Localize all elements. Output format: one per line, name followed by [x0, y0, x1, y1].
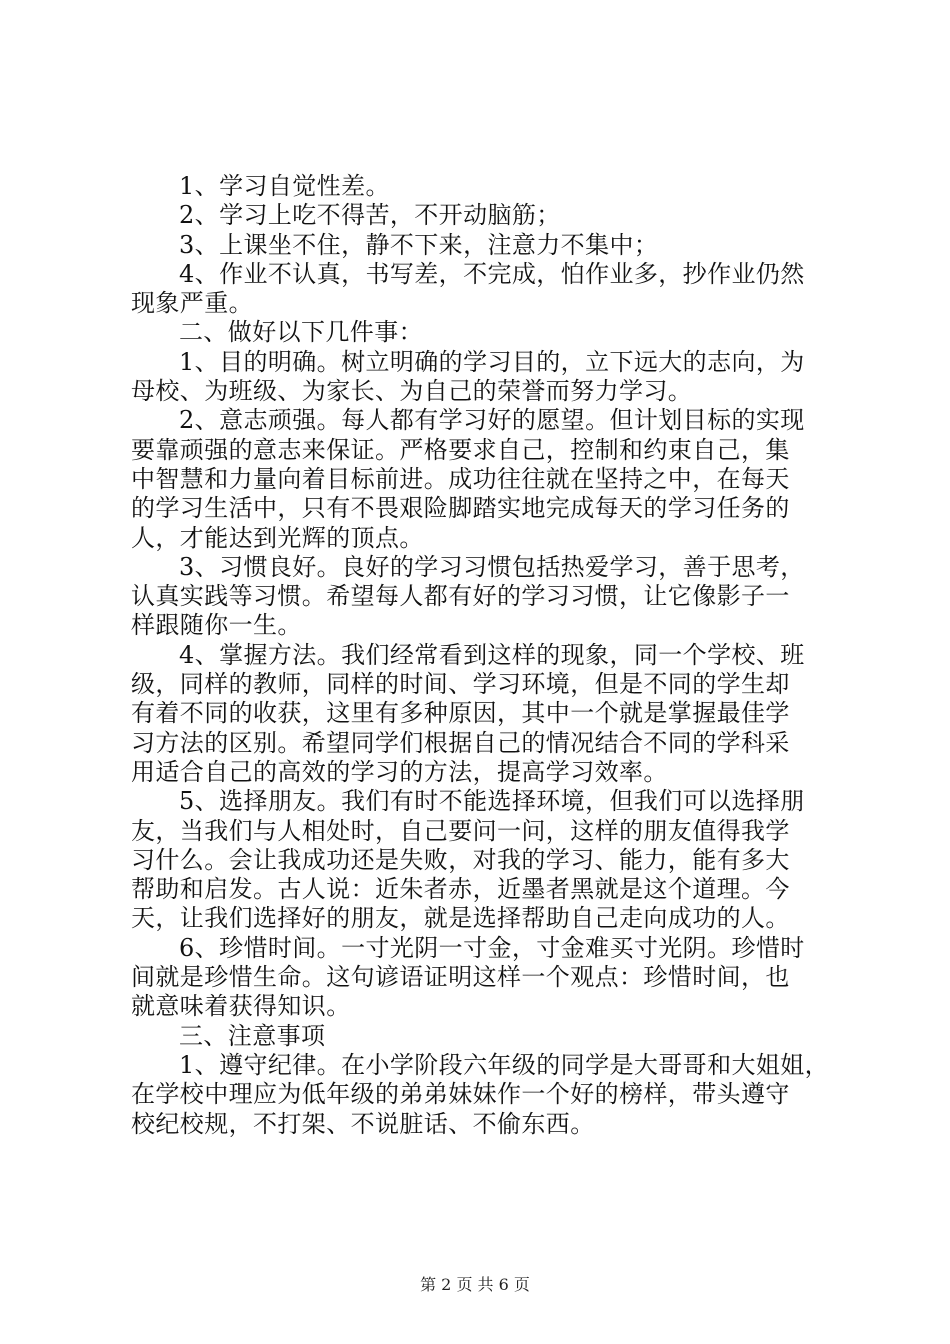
text-line: 4、作业不认真，书写差，不完成，怕作业多，抄作业仍然	[179, 259, 805, 288]
text-line: 6、珍惜时间。一寸光阴一寸金，寸金难买寸光阴。珍惜时	[179, 933, 805, 962]
text-line: 习什么。会让我成功还是失败，对我的学习、能力，能有多大	[131, 845, 790, 874]
document-body	[131, 172, 831, 1139]
text-line: 校纪校规，不打架、不说脏话、不偷东西。	[131, 1109, 595, 1138]
text-line: 级，同样的教师，同样的时间、学习环境，但是不同的学生却	[131, 670, 790, 699]
text-line: 用适合自己的高效的学习的方法，提高学习效率。	[131, 757, 668, 786]
text-line: 有着不同的收获，这里有多种原因，其中一个就是掌握最佳学	[131, 699, 790, 728]
text-line: 二、做好以下几件事：	[179, 318, 423, 347]
text-line: 认真实践等习惯。希望每人都有好的学习习惯，让它像影子一	[131, 582, 790, 611]
text-line: 友，当我们与人相处时，自己要问一问，这样的朋友值得我学	[131, 816, 790, 845]
page-footer: 第 2 页 共 6 页	[420, 1275, 530, 1294]
text-line: 要靠顽强的意志来保证。严格要求自己，控制和约束自己，集	[131, 435, 790, 464]
text-line: 三、注意事项	[179, 1021, 326, 1050]
text-line: 1、学习自觉性差。	[179, 172, 390, 200]
text-line: 3、习惯良好。良好的学习习惯包括热爱学习，善于思考，	[179, 552, 805, 581]
text-line: 就意味着获得知识。	[131, 992, 351, 1021]
text-line: 在学校中理应为低年级的弟弟妹妹作一个好的榜样，带头遵守	[131, 1080, 790, 1109]
text-line: 的学习生活中，只有不畏艰险脚踏实地完成每天的学习任务的	[131, 494, 790, 523]
text-line: 母校、为班级、为家长、为自己的荣誉而努力学习。	[131, 377, 693, 406]
text-line: 2、意志顽强。每人都有学习好的愿望。但计划目标的实现	[179, 406, 805, 435]
text-line: 现象严重。	[131, 289, 253, 318]
text-line: 2、学习上吃不得苦，不开动脑筋；	[179, 201, 561, 230]
text-line: 人，才能达到光辉的顶点。	[131, 523, 424, 552]
text-line: 5、选择朋友。我们有时不能选择环境，但我们可以选择朋	[179, 787, 805, 816]
text-line: 1、目的明确。树立明确的学习目的，立下远大的志向，为	[179, 347, 805, 376]
text-line: 帮助和启发。古人说：近朱者赤，近墨者黑就是这个道理。今	[131, 875, 790, 904]
text-line: 3、上课坐不住，静不下来，注意力不集中；	[179, 230, 659, 259]
text-line: 4、掌握方法。我们经常看到这样的现象，同一个学校、班	[179, 640, 805, 669]
text-line: 间就是珍惜生命。这句谚语证明这样一个观点：珍惜时间，也	[131, 963, 790, 992]
text-line: 中智慧和力量向着目标前进。成功往往就在坚持之中，在每天	[131, 464, 790, 493]
text-line: 样跟随你一生。	[131, 611, 302, 640]
text-line: 习方法的区别。希望同学们根据自己的情况结合不同的学科采	[131, 728, 790, 757]
text-line: 1、遵守纪律。在小学阶段六年级的同学是大哥哥和大姐姐，	[179, 1050, 830, 1079]
text-line: 天，让我们选择好的朋友，就是选择帮助自己走向成功的人。	[131, 904, 790, 933]
